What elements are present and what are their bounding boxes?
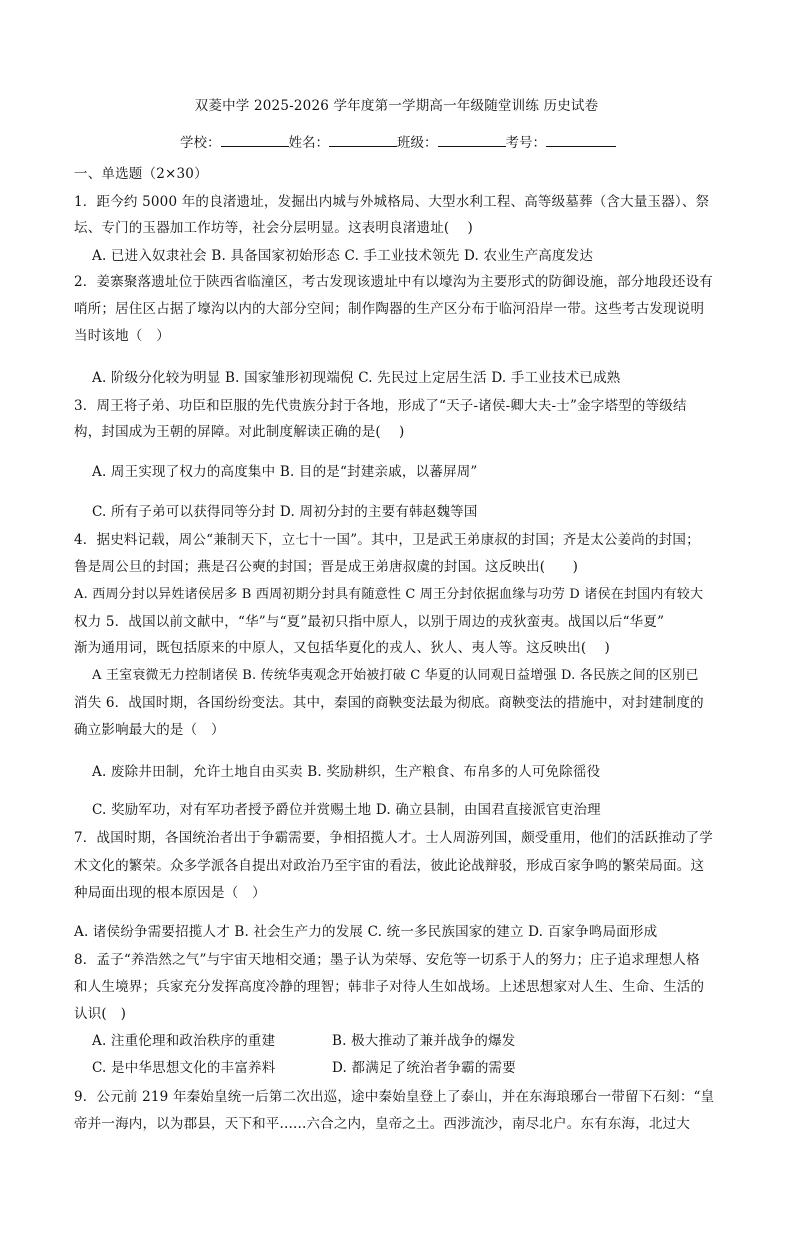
text-line: 坛、专门的玉器加工作坊等，社会分层明显。这表明良渚遗址( ) bbox=[74, 220, 474, 236]
id-blank[interactable] bbox=[546, 132, 616, 147]
text-line: 9．公元前 219 年秦始皇统一后第二次出巡，途中秦始皇登上了泰山，并在东海琅琊台一带留下石刻：“皇 bbox=[74, 1089, 715, 1105]
school-blank[interactable] bbox=[221, 132, 289, 147]
student-info-row bbox=[180, 132, 616, 153]
text-line: 哨所；居住区占据了壕沟以内的大部分空间；制作陶器的生产区分布于临河沿岸一带。这些考古发现说明 bbox=[74, 301, 705, 317]
class-blank[interactable] bbox=[438, 132, 506, 147]
text-line: 2．姜寨聚落遗址位于陕西省临潼区，考古发现该遗址中有以壕沟为主要形式的防御设施，部分地段还设有 bbox=[74, 274, 713, 290]
option-line: C. 所有子弟可以获得同等分封 D. 周初分封的主要有韩赵魏等国 bbox=[92, 504, 478, 520]
text-line: 7．战国时期，各国统治者出于争霸需要，争相招揽人才。士人周游列国，颇受重用，他们的活跃推动了学 bbox=[74, 830, 713, 846]
school-label: 学校： bbox=[180, 135, 221, 151]
text-line: 权力 5．战国以前文献中，“华”与“夏”最初只指中原人，以别于周边的戎狄蛮夷。战国以后“华夏” bbox=[74, 614, 665, 630]
text-line: 种局面出现的根本原因是（ ） bbox=[74, 885, 266, 901]
text-line: 消失 6．战国时期，各国纷纷变法。其中，秦国的商鞅变法最为彻底。商鞅变法的措施中，对封建制度的 bbox=[74, 695, 704, 711]
exam-title: 双菱中学 2025-2026 学年度第一学期高一年级随堂训练 历史试卷 bbox=[194, 98, 599, 114]
text-line: 8．孟子“养浩然之气”与宇宙天地相交通；墨子认为荣辱、安危等一切系于人的努力；庄子追求理想人格 bbox=[74, 952, 700, 968]
text-line: 认识( ) bbox=[74, 1006, 127, 1022]
text-line: 3．周王将子弟、功臣和臣服的先代贵族分封于各地，形成了“天子-诸侯-卿大夫-士”金字塔型的等级结 bbox=[74, 398, 687, 414]
text-line: 1．距今约 5000 年的良渚遗址，发掘出内城与外城格局、大型水利工程、高等级墓葬（含大量玉器）、祭 bbox=[74, 194, 710, 210]
option-line: A. 周王实现了权力的高度集中 B. 目的是“封建亲戚，以蕃屏周” bbox=[92, 464, 478, 480]
option-line: A. 诸侯纷争需要招揽人才 B. 社会生产力的发展 C. 统一多民族国家的建立 D. 百家争鸣局面形成 bbox=[74, 924, 658, 940]
option-a: A. 注重伦理和政治秩序的重建 bbox=[92, 1033, 276, 1049]
text-line: 当时该地（ ） bbox=[74, 328, 170, 344]
option-line: A 王室衰微无力控制诸侯 B. 传统华夷观念开始被打破 C 华夏的认同观日益增强 D. 各民族之间的区别已 bbox=[92, 668, 699, 683]
text-line: 术文化的繁荣。众多学派各自提出对政治乃至宇宙的看法，彼此论战辩驳，形成百家争鸣的繁荣局面。这 bbox=[74, 858, 705, 874]
option-line: A. 已进入奴隶社会 B. 具备国家初始形态 C. 手工业技术领先 D. 农业生产高度发达 bbox=[92, 248, 594, 264]
text-line: 和人生境界；兵家充分发挥高度冷静的理智；韩非子对待人生如战场。上述思想家对人生、生命、生活的 bbox=[74, 979, 705, 995]
option-line: A. 废除井田制，允许土地自由买卖 B. 奖励耕织，生产粮食、布帛多的人可免除徭役 bbox=[92, 764, 601, 780]
option-line: C. 奖励军功，对有军功者授予爵位并赏赐土地 D. 确立县制，由国君直接派官吏治理 bbox=[92, 802, 601, 818]
id-label: 考号： bbox=[505, 135, 546, 151]
section-heading: 一、单选题（2×30） bbox=[74, 166, 208, 182]
text-line: 渐为通用词，既包括原来的中原人，又包括华夏化的戎人、狄人、夷人等。这反映出( ) bbox=[74, 640, 611, 656]
option-c: C. 是中华思想文化的丰富养料 bbox=[92, 1060, 276, 1076]
text-line: 构，封国成为王朝的屏障。对此制度解读正确的是( ) bbox=[74, 424, 405, 440]
class-label: 班级： bbox=[397, 135, 438, 151]
option-line: A. 西周分封以异姓诸侯居多 B 西周初期分封具有随意性 C 周王分封依据血缘与功劳 D 诸侯在封国内有较大 bbox=[74, 587, 704, 602]
text-line: 帝并一海内，以为郡县，天下和平......六合之内，皇帝之土。西涉流沙，南尽北户。东有东海，北过大 bbox=[74, 1116, 691, 1132]
text-line: 鲁是周公旦的封国；燕是召公奭的封国；晋是成王弟唐叔虞的封国。这反映出( ) bbox=[74, 559, 579, 575]
text-line: 确立影响最大的是（ ） bbox=[74, 722, 225, 738]
option-b: B. 极大推动了兼并战争的爆发 bbox=[332, 1033, 516, 1049]
text-line: 4．据史料记载，周公“兼制天下，立七十一国”。其中，卫是武王弟康叔的封国；齐是太公姜尚的封国； bbox=[74, 532, 700, 548]
name-label: 姓名： bbox=[288, 135, 329, 151]
option-d: D. 都满足了统治者争霸的需要 bbox=[332, 1060, 516, 1076]
option-line: A. 阶级分化较为明显 B. 国家雏形初现端倪 C. 先民过上定居生活 D. 手工业技术已成熟 bbox=[92, 370, 621, 386]
name-blank[interactable] bbox=[329, 132, 397, 147]
